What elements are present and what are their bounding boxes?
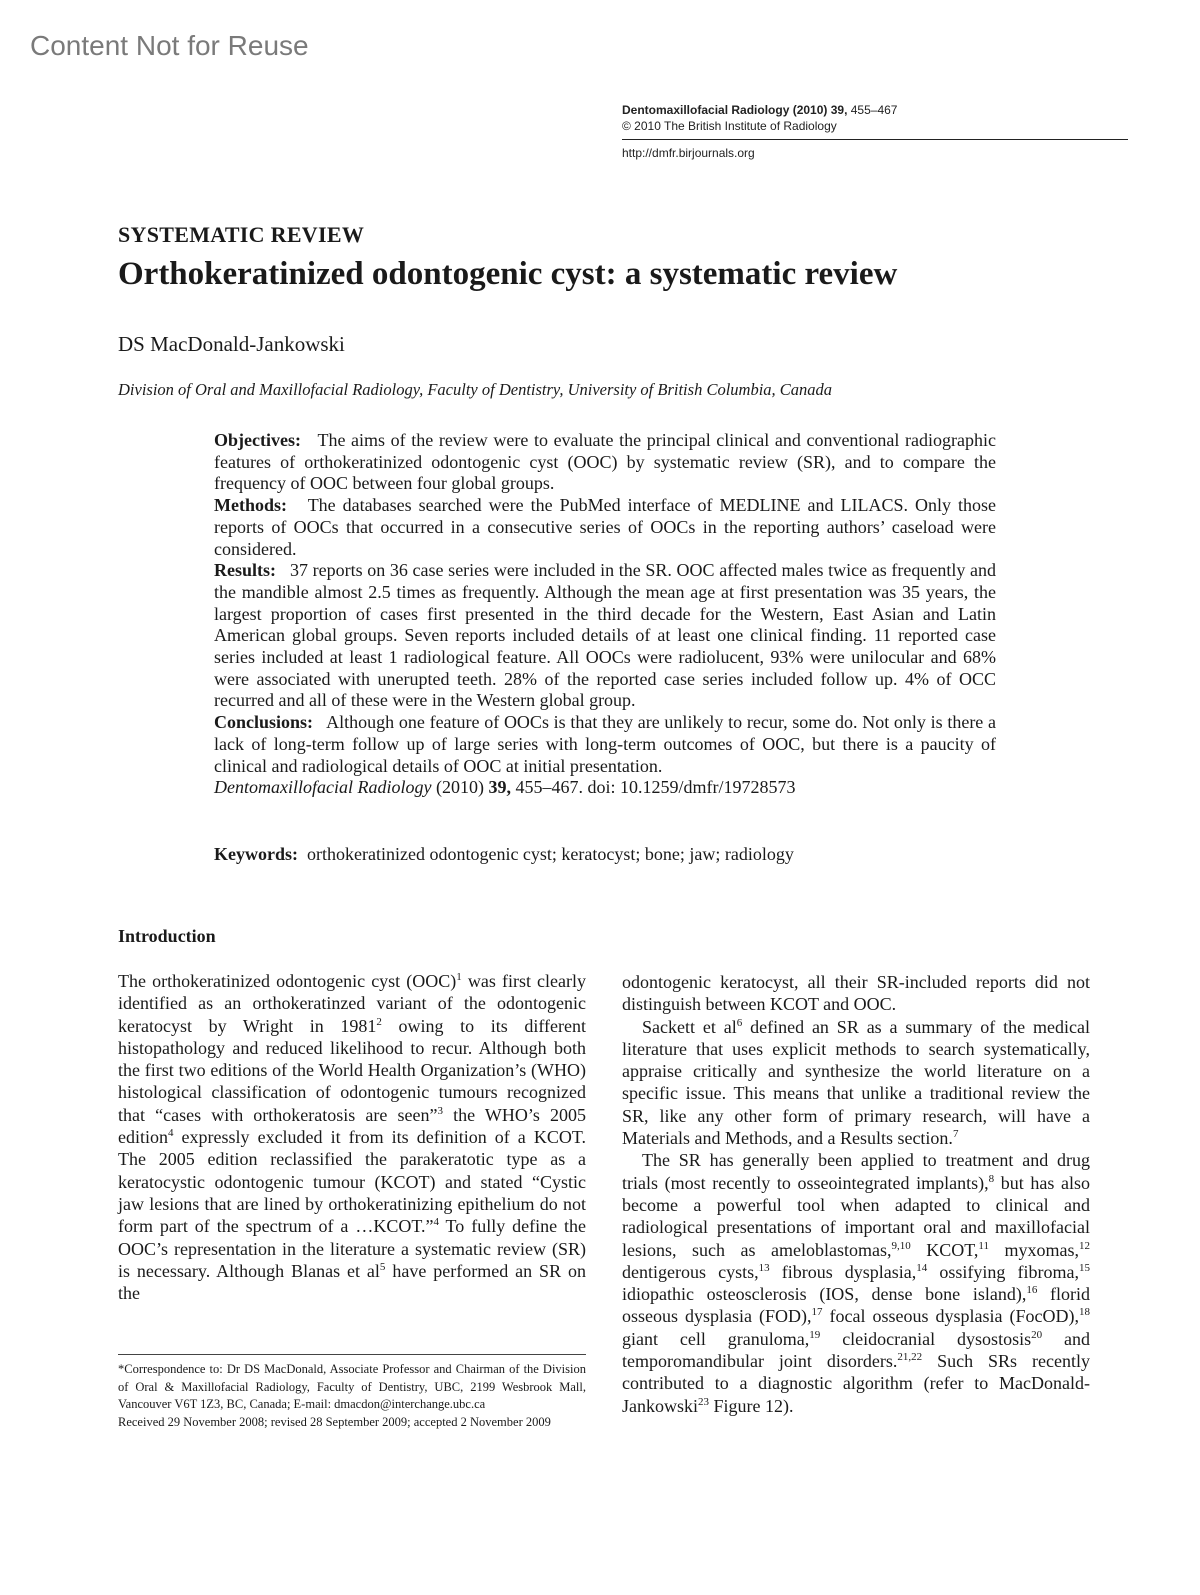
text-run: Such SRs recently contributed to a diagnostic algorithm (refer to MacDonald-Jankowski: [622, 1351, 1090, 1416]
cite-rest[interactable]: 455–467. doi: 10.1259/dmfr/19728573: [515, 777, 796, 798]
journal-url[interactable]: http://dmfr.birjournals.org: [622, 139, 1128, 161]
article-title: Orthokeratinized odontogenic cyst: a systematic review: [118, 256, 898, 292]
text-run: have performed an SR on the: [118, 1260, 587, 1304]
reference-marker[interactable]: 16: [1026, 1284, 1038, 1297]
text-run: florid osseous dysplasia (FOD),: [622, 1284, 1090, 1327]
intro-paragraph-1: [118, 970, 586, 1304]
results-text: 37 reports on 36 case series were included in the SR. OOC affected males twice as frequently and the mandible almost 2.5 times as frequently. Although the mean age at first presentation was 35 years, the largest proportion of cases first presented in the third decade for the Western, East Asian and Latin American global groups. Seven reports included details of at least one clinical finding. 11 reported case series included at least 1 radiological feature. All OOCs were radiolucent, 93% were unilocular and 68% were associated with unerupted teeth. 28% of the reported case series included follow up. 4% of OCC recurred and all of these were in the Western global group.: [214, 560, 996, 711]
reference-marker[interactable]: 23: [698, 1395, 709, 1408]
reference-marker[interactable]: 21,22: [897, 1351, 923, 1364]
reference-marker[interactable]: 11: [978, 1239, 989, 1252]
keywords-label: Keywords:: [214, 844, 298, 864]
journal-copyright: © 2010 The British Institute of Radiology: [622, 119, 837, 133]
keywords-text: orthokeratinized odontogenic cyst; keratocyst; bone; jaw; radiology: [307, 844, 794, 864]
introduction-heading: Introduction: [118, 926, 216, 946]
cite-year: (2010): [435, 777, 484, 798]
text-run: expressly excluded it from its definition of a KCOT. The 2005 edition reclassified the parakeratotic type as a keratocystic odontogenic tumour (KCOT) and stated “Cystic jaw lesions that are lined by orthokeratinizing epithelium do not form part of the spectrum of a …KCOT.”: [118, 1127, 586, 1237]
reference-marker[interactable]: 18: [1079, 1306, 1090, 1319]
intro-paragraph-3: [622, 1149, 1090, 1417]
text-run: Figure 12).: [709, 1395, 794, 1416]
journal-citation-pages: 455–467: [850, 103, 898, 117]
methods-label: Methods:: [214, 495, 287, 516]
conclusions-label: Conclusions:: [214, 712, 314, 733]
reference-marker[interactable]: 3: [437, 1104, 443, 1117]
reference-marker[interactable]: 9,10: [891, 1239, 911, 1252]
abstract-conclusions: [214, 712, 996, 777]
section-label: SYSTEMATIC REVIEW: [118, 222, 365, 247]
journal-header: [622, 102, 1128, 161]
correspondence-footnote: [118, 1354, 586, 1431]
reference-marker[interactable]: 1: [456, 971, 462, 983]
reference-marker[interactable]: 2: [376, 1015, 382, 1028]
text-run: fibrous dysplasia,: [769, 1261, 917, 1282]
text-run: owing to its different histopathology and reduced likelihood to recur. Although both the first two editions of the World Health Organization’s (WHO) histological classification of odontogenic tumours recognized that “cases with orthokeratosis are seen”: [118, 1015, 586, 1125]
abstract-methods: [214, 495, 996, 560]
reference-marker[interactable]: 8: [988, 1172, 995, 1185]
text-run: myxomas,: [989, 1239, 1079, 1260]
abstract-citation: [214, 777, 996, 799]
objectives-label: Objectives:: [214, 430, 301, 450]
text-run: was first clearly identified as an orthokeratinzed variant of the odontogenic keratocyst by Wright in 1981: [118, 971, 587, 1036]
body-column-right: [622, 971, 1090, 1417]
text-run: idiopathic osteosclerosis (IOS, dense bone island),: [622, 1284, 1027, 1305]
intro-paragraph-2: [622, 1016, 1090, 1150]
text-run: cleidocranial dysostosis: [820, 1328, 1032, 1349]
received-dates: Received 29 November 2008; revised 28 September 2009; accepted 2 November 2009: [118, 1414, 551, 1429]
methods-text: The databases searched were the PubMed interface of MEDLINE and LILACS. Only those reports of OOCs that occurred in a consecutive series of OOCs in the reporting authors’ caseload were considered.: [214, 495, 996, 559]
text-run: KCOT,: [910, 1239, 979, 1260]
author-affiliation: Division of Oral and Maxillofacial Radiology, Faculty of Dentistry, University of British Columbia, Canada: [118, 380, 833, 399]
text-run: giant cell granuloma,: [622, 1328, 810, 1349]
reference-marker[interactable]: 5: [379, 1260, 386, 1273]
text-run: dentigerous cysts,: [622, 1261, 759, 1282]
abstract-objectives: [214, 430, 996, 495]
keywords: [214, 844, 996, 865]
reference-marker[interactable]: 4: [433, 1216, 439, 1229]
text-run: ossifying fibroma,: [927, 1261, 1079, 1282]
text-run: focal osseous dysplasia (FocOD),: [822, 1306, 1079, 1327]
reference-marker[interactable]: 19: [809, 1328, 821, 1341]
journal-citation-title: Dentomaxillofacial Radiology (2010) 39,: [622, 103, 848, 117]
cite-volume: 39,: [488, 777, 511, 798]
intro-paragraph-1-cont: odontogenic keratocyst, all their SR-included reports did not distinguish between KCOT and OOC.: [622, 972, 1090, 1015]
reference-marker[interactable]: 17: [811, 1306, 823, 1319]
journal-citation: [622, 102, 1128, 118]
text-run: but has also become a powerful tool when adapted to clinical and radiological presentations of important oral and maxillofacial lesions, such as ameloblastomas,: [622, 1172, 1090, 1260]
text-run: defined an SR as a summary of the medical literature that uses explicit methods to search systematically, appraise critically and synthesize the world literature on a specific issue. This means that unlike a traditional review the SR, like any other form of primary research, will have a Materials and Methods, and a Results section.: [622, 1016, 1090, 1149]
text-run: To fully define the OOC’s representation in the literature a systematic review (SR) is necessary. Although Blanas et al: [118, 1216, 586, 1281]
watermark: Content Not for Reuse: [30, 30, 309, 61]
cite-journal: Dentomaxillofacial Radiology: [214, 777, 432, 798]
text-run: Sackett et al: [642, 1016, 737, 1037]
conclusions-text: Although one feature of OOCs is that they are unlikely to recur, some do. Not only is there a lack of long-term follow up of large series with long-term outcomes of OOC, but there is a paucity of clinical and radiological details of OOC at initial presentation.: [214, 712, 996, 776]
results-label: Results:: [214, 560, 276, 581]
reference-marker[interactable]: 4: [168, 1127, 174, 1140]
reference-marker[interactable]: 14: [916, 1261, 928, 1274]
abstract-results: [214, 560, 996, 712]
correspondence-text: *Correspondence to: Dr DS MacDonald, Associate Professor and Chairman of the Division of Oral & Maxillofacial Radiology, Faculty of Dentistry, UBC, 2199 Wesbrook Mall, Vancouver V6T 1Z3, BC, Canada; E-mail: dmacdon@interchange.ubc.ca: [118, 1362, 586, 1411]
reference-marker[interactable]: 20: [1031, 1328, 1043, 1341]
body-column-left: [118, 970, 586, 1304]
reference-marker[interactable]: 12: [1079, 1239, 1090, 1252]
text-run: the WHO’s 2005 edition: [118, 1104, 586, 1148]
text-run: The SR has generally been applied to treatment and drug trials (most recently to osseointegrated implants),: [622, 1150, 1090, 1193]
abstract: [214, 430, 996, 799]
reference-marker[interactable]: 7: [952, 1128, 959, 1141]
reference-marker[interactable]: 6: [736, 1016, 743, 1029]
text-run: The orthokeratinized odontogenic cyst (OOC): [118, 971, 457, 991]
text-run: and temporomandibular joint disorders.: [622, 1328, 1090, 1372]
objectives-text: The aims of the review were to evaluate the principal clinical and conventional radiographic features of orthokeratinized odontogenic cyst (OOC) by systematic review (SR), and to compare the frequency of OOC between four global groups.: [214, 430, 996, 494]
reference-marker[interactable]: 15: [1079, 1261, 1090, 1274]
author-name: DS MacDonald-Jankowski: [118, 332, 345, 356]
reference-marker[interactable]: 13: [758, 1261, 770, 1274]
